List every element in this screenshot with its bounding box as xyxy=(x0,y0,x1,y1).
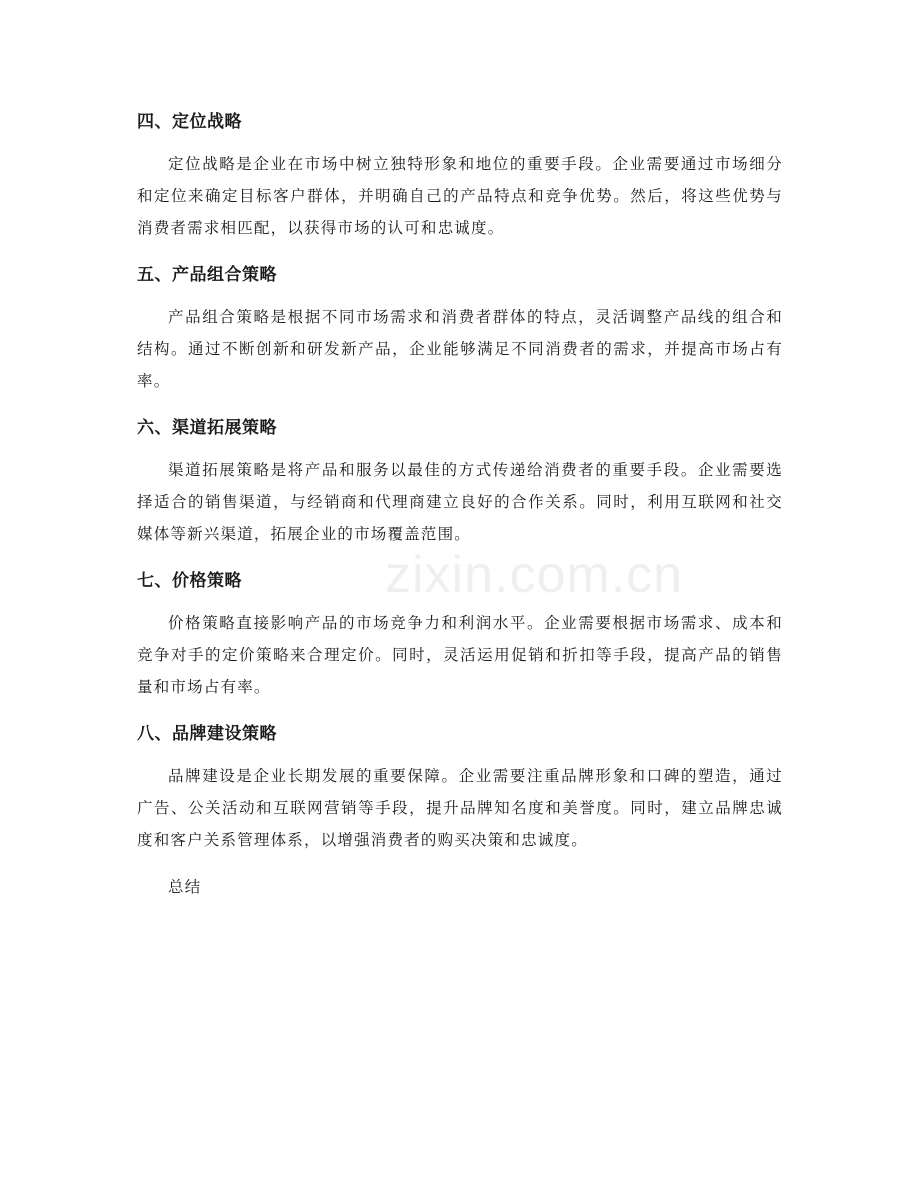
section-paragraph: 渠道拓展策略是将产品和服务以最佳的方式传递给消费者的重要手段。企业需要选择适合的销售渠道，与经销商和代理商建立良好的合作关系。同时，利用互联网和社交媒体等新兴渠道，拓展企业的市场覆盖范围。 xyxy=(137,461,783,543)
section-heading: 八、品牌建设策略 xyxy=(137,724,277,744)
section-heading: 四、定位战略 xyxy=(137,112,242,132)
section-branding xyxy=(137,718,783,856)
section-heading: 五、产品组合策略 xyxy=(137,265,277,285)
section-product-mix xyxy=(137,259,783,397)
summary-label: 总结 xyxy=(168,878,202,896)
section-channel xyxy=(137,412,783,550)
document-content xyxy=(137,106,783,903)
section-paragraph: 价格策略直接影响产品的市场竞争力和利润水平。企业需要根据市场需求、成本和竞争对手的定价策略来合理定价。同时，灵活运用促销和折扣等手段，提高产品的销售量和市场占有率。 xyxy=(137,614,783,696)
section-paragraph: 定位战略是企业在市场中树立独特形象和地位的重要手段。企业需要通过市场细分和定位来确定目标客户群体，并明确自己的产品特点和竞争优势。然后，将这些优势与消费者需求相匹配，以获得市场的认可和忠诚度。 xyxy=(137,155,783,237)
section-heading: 七、价格策略 xyxy=(137,571,242,591)
watermark: zixin.com.cn xyxy=(385,546,684,604)
section-positioning xyxy=(137,106,783,244)
section-heading: 六、渠道拓展策略 xyxy=(137,418,277,438)
section-pricing xyxy=(137,565,783,703)
section-paragraph: 品牌建设是企业长期发展的重要保障。企业需要注重品牌形象和口碑的塑造，通过广告、公关活动和互联网营销等手段，提升品牌知名度和美誉度。同时，建立品牌忠诚度和客户关系管理体系，以增强消费者的购买决策和忠诚度。 xyxy=(137,767,783,849)
section-paragraph: 产品组合策略是根据不同市场需求和消费者群体的特点，灵活调整产品线的组合和结构。通过不断创新和研发新产品，企业能够满足不同消费者的需求，并提高市场占有率。 xyxy=(137,308,783,390)
